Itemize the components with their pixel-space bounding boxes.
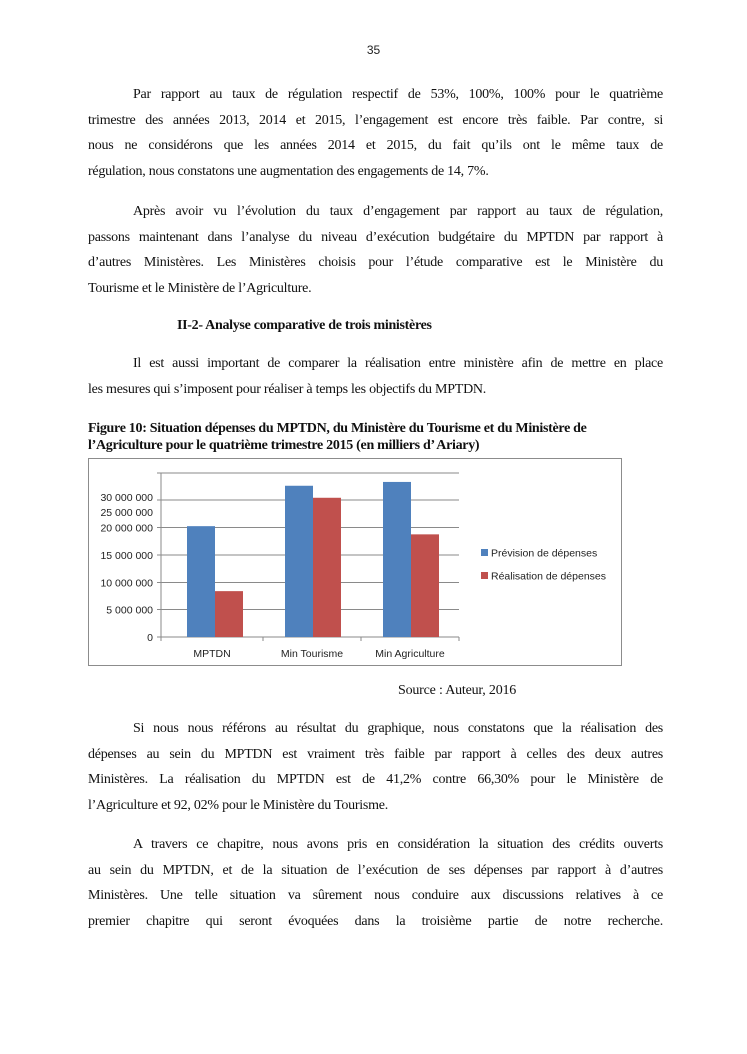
paragraph-2	[88, 199, 663, 301]
text-line: Il est aussi important de comparer la réalisation entre ministère afin de mettre en place	[133, 356, 663, 371]
bar-realisation-1	[313, 498, 341, 637]
text-line: nous ne considérons que les années 2014 et 2015, du fait qu’ils ont le même taux de	[88, 138, 663, 154]
text-line: l’Agriculture et 92, 02% pour le Ministère du Tourisme.	[88, 797, 388, 813]
chart-canvas	[89, 459, 623, 667]
y-tick-label: 5 000 000	[106, 604, 153, 617]
text-line: Après avoir vu l’évolution du taux d’engagement par rapport au taux de régulation,	[133, 204, 663, 219]
text-line: les mesures qui s’imposent pour réaliser à temps les objectifs du MPTDN.	[88, 381, 487, 397]
x-tick-labels	[193, 648, 445, 660]
legend-label: Réalisation de dépenses	[491, 570, 606, 583]
bar-prevision-1	[285, 486, 313, 637]
text-line: régulation, nous constatons une augmentation des engagements de 14, 7%.	[88, 163, 489, 179]
text-line: Si nous nous référons au résultat du graphique, nous constatons que la réalisation des	[133, 721, 663, 736]
chart-legend	[481, 548, 606, 583]
figure-caption-line: l’Agriculture pour le quatrième trimestre 2015 (en milliers d’ Ariary)	[88, 438, 480, 453]
legend-label: Prévision de dépenses	[491, 547, 598, 560]
text-line: trimestre des années 2013, 2014 et 2015, l’engagement est encore très faible. Par contre, si	[88, 112, 663, 128]
figure-caption-line: Figure 10: Situation dépenses du MPTDN, du Ministère du Tourisme et du Ministère de	[88, 421, 587, 436]
bar-realisation-0	[215, 591, 243, 637]
y-tick-label: 30 000 000	[100, 492, 153, 504]
bar-chart	[88, 458, 622, 666]
y-tick-labels	[100, 492, 153, 644]
text-line: A travers ce chapitre, nous avons pris en considération la situation des crédits ouverts	[133, 837, 663, 852]
y-tick-label: 15 000 000	[100, 550, 153, 562]
bar-prevision-0	[187, 526, 215, 637]
text-line: Ministères. Une telle situation va sûrement nous conduire aux discussions relatives à ce	[88, 888, 663, 904]
y-tick-label: 0	[147, 632, 153, 644]
y-tick-label: 25 000 000	[100, 507, 153, 519]
bar-realisation-2	[411, 534, 439, 637]
legend-swatch-realisation	[481, 572, 488, 579]
text-line: d’autres Ministères. Les Ministères choisis pour l’étude comparative est le Ministère du	[88, 255, 663, 271]
text-line: Tourisme et le Ministère de l’Agriculture.	[88, 280, 312, 296]
section-heading: II-2- Analyse comparative de trois ministères	[177, 318, 432, 333]
page-number: 35	[366, 43, 381, 57]
paragraph-4	[88, 716, 663, 818]
y-ticks	[157, 473, 161, 637]
bar-prevision-2	[383, 482, 411, 637]
paragraph-5	[88, 832, 663, 934]
x-ticks	[161, 637, 459, 641]
text-line: au sein du MPTDN, et de la situation de l’exécution de ses dépenses par rapport à d’autres	[88, 862, 663, 878]
x-tick-label: Min Agriculture	[375, 648, 445, 660]
legend-swatch-prevision	[481, 549, 488, 556]
figure-source: Source : Auteur, 2016	[398, 683, 517, 698]
figure-caption	[88, 420, 663, 454]
y-tick-label: 20 000 000	[100, 522, 153, 535]
text-line: premier chapitre qui seront évoquées dans la troisième partie de notre recherche.	[88, 913, 663, 929]
bar-series-group	[187, 482, 439, 637]
x-tick-label: Min Tourisme	[280, 648, 344, 660]
text-line: Par rapport au taux de régulation respectif de 53%, 100%, 100% pour le quatrième	[133, 87, 663, 102]
paragraph-1	[88, 82, 663, 184]
x-tick-label: MPTDN	[193, 648, 231, 660]
text-line: passons maintenant dans l’analyse du niveau d’exécution budgétaire du MPTDN par rapport à	[88, 229, 663, 245]
text-line: dépenses au sein du MPTDN est vraiment très faible par rapport à celles des deux autres	[88, 746, 663, 762]
paragraph-3	[88, 351, 663, 402]
y-tick-label: 10 000 000	[100, 577, 153, 590]
text-line: Ministères. La réalisation du MPTDN est de 41,2% contre 66,30% pour le Ministère de	[88, 772, 663, 788]
